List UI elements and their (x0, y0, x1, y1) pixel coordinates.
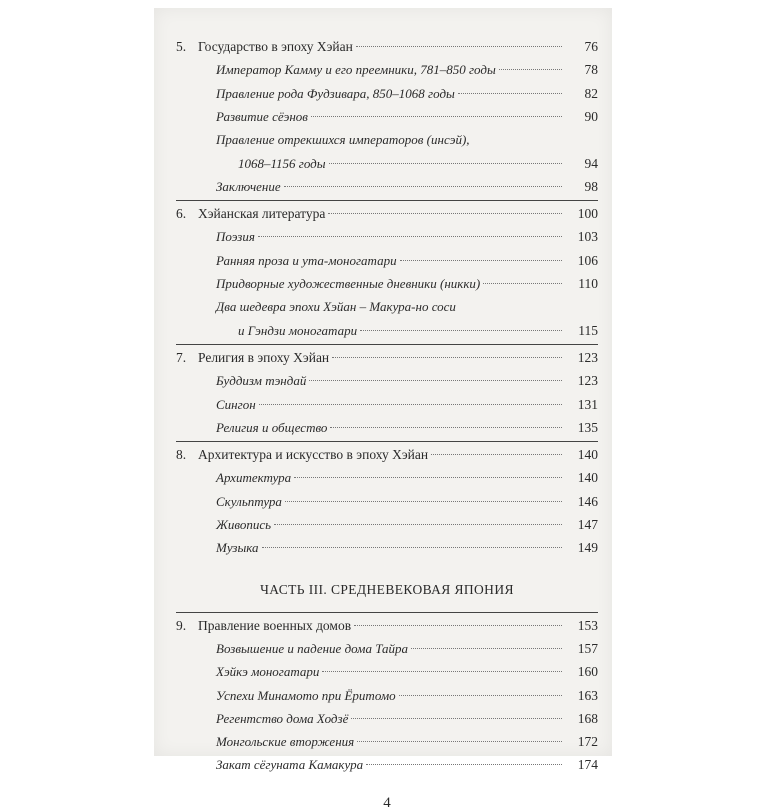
toc-entry-text-line (216, 225, 564, 248)
page-ref: 140 (577, 447, 598, 463)
subsection-title: Развитие сёэнов (216, 108, 308, 124)
dot-leader (499, 69, 562, 70)
subsection-title: Архитектура (216, 470, 292, 486)
page-number: 4 (383, 794, 391, 811)
dot-leader (309, 380, 562, 381)
toc-entry-text-line (216, 175, 564, 198)
subsection-title: Придворные художественные дневники (никки) (216, 276, 481, 291)
toc-entry (176, 660, 598, 683)
page-ref: 123 (577, 349, 598, 365)
toc-entry (176, 730, 598, 753)
chapter-title: Правление военных домов (198, 617, 352, 633)
dot-leader (329, 163, 562, 164)
toc-entry-text-line (216, 272, 564, 295)
toc-entry-text-line (216, 128, 564, 151)
chapter-title: Государство в эпоху Хэйан (198, 39, 353, 54)
dot-leader (483, 283, 562, 284)
toc-entry (176, 128, 598, 151)
chapter-number: 5. (176, 39, 187, 54)
toc-entry-text-line (216, 490, 564, 513)
subsection-title: Музыка (216, 540, 259, 556)
toc-entry (176, 369, 598, 392)
subsection-title: Успехи Минамото при Ёритомо (216, 687, 396, 703)
page-ref: 106 (577, 252, 598, 268)
page-ref: 147 (577, 517, 598, 532)
toc-entry (176, 707, 598, 730)
subsection-title: Император Камму и его преемники, 781–850 годы (216, 62, 496, 78)
page-ref: 160 (577, 664, 598, 680)
dot-leader (284, 186, 562, 187)
dot-leader (411, 648, 562, 649)
toc-entry (176, 393, 598, 416)
page-ref: 90 (584, 108, 598, 124)
toc-entry (176, 58, 598, 81)
subsection-title: Правление отрекшихся императоров (инсэй), (216, 132, 470, 148)
chapter-number: 7. (176, 349, 187, 365)
toc-entry (176, 249, 598, 272)
dot-leader (399, 695, 562, 696)
chapter-title: Хэйанская литература (198, 206, 326, 222)
section-divider (176, 612, 598, 613)
dot-leader (285, 501, 562, 502)
toc-entry-text-line (216, 513, 564, 536)
toc-entry (176, 295, 598, 318)
toc-entry (176, 466, 598, 489)
toc-entry-text-line (176, 346, 564, 369)
dot-leader (354, 625, 562, 626)
toc-entry-text-line (216, 105, 564, 128)
page-ref: 153 (577, 617, 598, 633)
page-ref: 100 (577, 206, 598, 222)
toc-entry (176, 536, 598, 559)
chapter-title: Архитектура и искусство в эпоху Хэйан (198, 447, 429, 463)
dot-leader (328, 213, 562, 214)
chapter-number: 6. (176, 206, 187, 222)
subsection-title: Сингон (216, 396, 256, 412)
page-ref: 168 (577, 710, 598, 726)
toc-entry (176, 637, 598, 660)
dot-leader (458, 93, 562, 94)
dot-leader (322, 671, 562, 672)
dot-leader (351, 718, 562, 719)
subsection-title: Два шедевра эпохи Хэйан – Макура-но соси (216, 299, 456, 315)
page-ref: 172 (577, 734, 598, 750)
dot-leader (400, 260, 562, 261)
toc-entry (176, 105, 598, 128)
subsection-title: Ранняя проза и ута-моногатари (216, 252, 397, 268)
dot-leader (294, 477, 562, 478)
toc-entry-text-line (176, 443, 564, 466)
subsection-title: и Гэндзи моногатари (238, 322, 358, 338)
section-divider (176, 200, 598, 201)
dot-leader (357, 741, 562, 742)
page-ref: 157 (577, 640, 598, 656)
toc-entry (176, 319, 598, 342)
dot-leader (262, 547, 562, 548)
page-ref: 146 (577, 493, 598, 509)
toc-entry-text-line (216, 369, 564, 392)
page-ref: 131 (577, 396, 598, 412)
dot-leader (356, 46, 562, 47)
subsection-title: 1068–1156 годы (238, 155, 326, 171)
subsection-title: Закат сёгуната Камакура (216, 757, 364, 773)
subsection-title: Хэйкэ моногатари (216, 664, 320, 680)
dot-leader (258, 236, 562, 237)
subsection-title: Монгольские вторжения (216, 734, 355, 750)
page-ref: 123 (577, 373, 598, 389)
section-divider (176, 441, 598, 442)
toc-chapter (176, 346, 598, 369)
toc-entry-text-line (216, 753, 564, 776)
part-heading: ЧАСТЬ III. СРЕДНЕВЕКОВАЯ ЯПОНИЯ (260, 581, 514, 597)
chapter-number: 9. (176, 617, 187, 633)
subsection-title: Правление рода Фудзивара, 850–1068 годы (216, 85, 455, 101)
toc-entry-text-line (216, 730, 564, 753)
page-ref: 140 (577, 470, 598, 486)
toc-entry (176, 513, 598, 536)
page-ref: 98 (584, 178, 598, 194)
toc-entry (176, 490, 598, 513)
page-ref: 174 (577, 757, 598, 773)
toc-entry (176, 225, 598, 248)
toc-chapter (176, 614, 598, 637)
toc-entry (176, 684, 598, 707)
toc-entry-text-line (216, 58, 564, 81)
toc-entry-text-line (216, 249, 564, 272)
subsection-title: Буддизм тэндай (216, 373, 307, 389)
toc-entry-text-line (216, 416, 564, 439)
page-ref: 94 (584, 155, 598, 171)
toc-entry-text-line (176, 202, 564, 225)
toc-entry-text-line (238, 319, 564, 342)
dot-leader (366, 764, 562, 765)
page-ref: 115 (578, 322, 598, 338)
toc-entry-text-line (216, 707, 564, 730)
chapter-number: 8. (176, 447, 187, 463)
toc-entry (176, 753, 598, 776)
toc-entry-text-line (216, 684, 564, 707)
dot-leader (360, 330, 562, 331)
page-ref: 78 (584, 62, 598, 78)
subsection-title: Религия и общество (216, 419, 328, 435)
dot-leader (332, 357, 562, 358)
toc-entry-text-line (176, 35, 564, 58)
toc-entry-text-line (216, 295, 564, 318)
page-ref: 149 (577, 540, 598, 556)
dot-leader (311, 116, 562, 117)
page-ref: 103 (577, 229, 598, 245)
toc-entry-text-line (238, 152, 564, 175)
toc-entry (176, 272, 598, 295)
toc-chapter (176, 35, 598, 58)
dot-leader (274, 524, 562, 525)
toc-entry (176, 82, 598, 105)
toc-entry (176, 175, 598, 198)
toc-entry (176, 416, 598, 439)
toc-chapter (176, 443, 598, 466)
toc-entry-text-line (216, 660, 564, 683)
chapter-title: Религия в эпоху Хэйан (198, 349, 330, 365)
dot-leader (259, 404, 562, 405)
page-ref: 82 (584, 85, 598, 101)
subsection-title: Поэзия (216, 229, 255, 245)
page-ref: 163 (577, 687, 598, 703)
subsection-title: Заключение (216, 178, 281, 194)
subsection-title: Живопись (216, 517, 272, 532)
subsection-title: Регентство дома Ходзё (216, 710, 349, 726)
toc-entry-text-line (216, 393, 564, 416)
toc-entry-text-line (176, 614, 564, 637)
subsection-title: Скульптура (216, 493, 282, 509)
subsection-title: Возвышение и падение дома Тайра (216, 640, 408, 656)
toc-entry-text-line (216, 637, 564, 660)
page-ref: 110 (578, 276, 598, 291)
dot-leader (330, 427, 562, 428)
page-ref: 76 (584, 39, 598, 54)
toc-entry-text-line (216, 466, 564, 489)
page-ref: 135 (577, 419, 598, 435)
dot-leader (431, 454, 562, 455)
section-divider (176, 344, 598, 345)
toc-entry (176, 152, 598, 175)
toc-entry-text-line (216, 536, 564, 559)
toc-entry-text-line (216, 82, 564, 105)
toc-chapter (176, 202, 598, 225)
